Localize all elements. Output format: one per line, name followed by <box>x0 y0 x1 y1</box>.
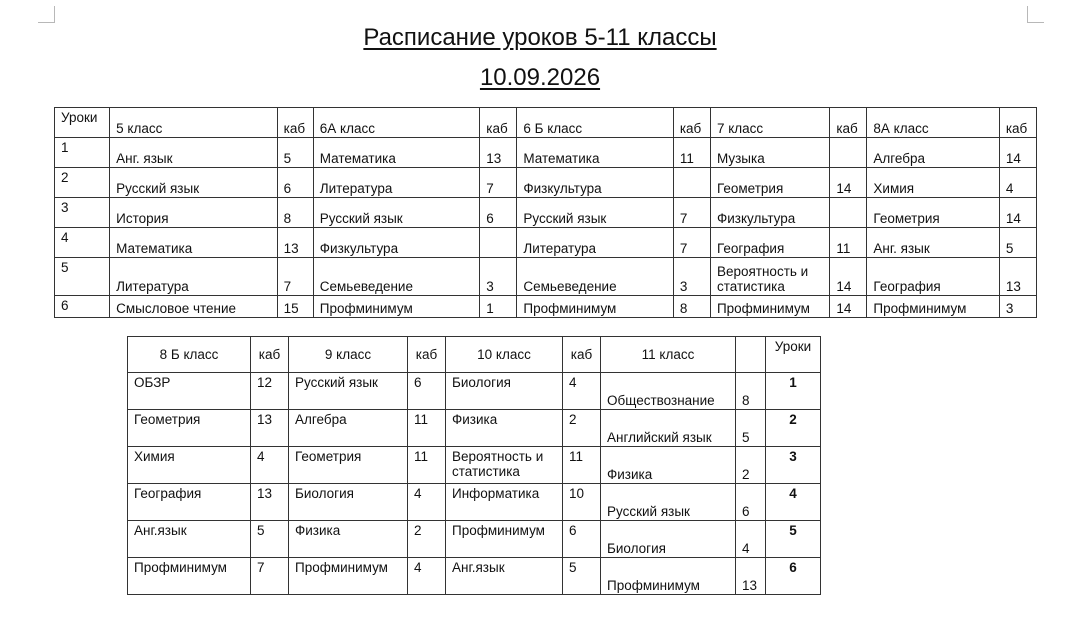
subject-cell: Математика <box>110 228 278 258</box>
subject-cell: География <box>710 228 829 258</box>
column-header: каб <box>408 337 446 373</box>
room-cell: 4 <box>408 484 446 521</box>
column-header: 6А класс <box>313 108 480 138</box>
subject-cell: Русский язык <box>110 168 278 198</box>
room-cell: 15 <box>277 296 313 318</box>
room-cell: 5 <box>563 558 601 595</box>
room-cell: 8 <box>277 198 313 228</box>
subject-cell: Биология <box>446 373 563 410</box>
subject-cell: Русский язык <box>289 373 408 410</box>
room-cell: 11 <box>673 138 710 168</box>
subject-cell: Биология <box>289 484 408 521</box>
table-row <box>128 558 821 595</box>
subject-cell: Профминимум <box>128 558 251 595</box>
subject-cell: Анг.язык <box>128 521 251 558</box>
subject-cell: ОБЗР <box>128 373 251 410</box>
subject-cell: История <box>110 198 278 228</box>
subject-cell: Геометрия <box>128 410 251 447</box>
room-cell: 2 <box>563 410 601 447</box>
subject-cell: Геометрия <box>710 168 829 198</box>
schedule-title: Расписание уроков 5-11 классы <box>363 24 717 51</box>
subject-cell: География <box>867 258 999 296</box>
subject-cell: Анг. язык <box>110 138 278 168</box>
room-cell: 13 <box>277 228 313 258</box>
column-header: Уроки <box>766 337 821 373</box>
room-cell: 11 <box>563 447 601 484</box>
lesson-number: 5 <box>766 521 821 558</box>
subject-cell: Литература <box>313 168 480 198</box>
room-cell: 4 <box>563 373 601 410</box>
column-header: 7 класс <box>710 108 829 138</box>
table-row <box>55 258 1037 296</box>
lesson-number: 2 <box>766 410 821 447</box>
subject-cell: Физика <box>446 410 563 447</box>
room-cell: 11 <box>830 228 867 258</box>
room-cell: 6 <box>277 168 313 198</box>
subject-cell: Химия <box>128 447 251 484</box>
table-header-row <box>55 108 1037 138</box>
subject-cell: Профминимум <box>446 521 563 558</box>
schedule-date: 10.09.2026 <box>479 64 601 91</box>
column-header: каб <box>999 108 1036 138</box>
lesson-number: 4 <box>55 228 110 258</box>
lesson-number: 5 <box>55 258 110 296</box>
room-cell: 7 <box>480 168 517 198</box>
room-cell: 2 <box>736 447 766 484</box>
subject-cell: Физкультура <box>710 198 829 228</box>
subject-cell: Семьеведение <box>313 258 480 296</box>
room-cell: 4 <box>736 521 766 558</box>
room-cell: 6 <box>736 484 766 521</box>
room-cell: 5 <box>736 410 766 447</box>
room-cell: 4 <box>251 447 289 484</box>
room-cell: 8 <box>736 373 766 410</box>
column-header: каб <box>480 108 517 138</box>
room-cell: 7 <box>673 198 710 228</box>
room-cell <box>673 168 710 198</box>
table-row <box>55 168 1037 198</box>
room-cell: 6 <box>563 521 601 558</box>
table-row <box>128 521 821 558</box>
room-cell: 7 <box>673 228 710 258</box>
subject-cell: Литература <box>110 258 278 296</box>
subject-cell: Биология <box>601 521 736 558</box>
subject-cell: Физика <box>289 521 408 558</box>
table-row <box>55 296 1037 318</box>
table-row <box>128 484 821 521</box>
lesson-number: 6 <box>55 296 110 318</box>
column-header: каб <box>563 337 601 373</box>
room-cell: 7 <box>277 258 313 296</box>
room-cell: 14 <box>999 138 1036 168</box>
room-cell: 6 <box>408 373 446 410</box>
subject-cell: Профминимум <box>601 558 736 595</box>
room-cell: 5 <box>277 138 313 168</box>
room-cell: 4 <box>408 558 446 595</box>
room-cell: 10 <box>563 484 601 521</box>
room-cell: 7 <box>251 558 289 595</box>
column-header: каб <box>277 108 313 138</box>
room-cell: 6 <box>480 198 517 228</box>
room-cell: 11 <box>408 447 446 484</box>
room-cell <box>480 228 517 258</box>
table-row <box>128 410 821 447</box>
lesson-number: 4 <box>766 484 821 521</box>
column-header: 8 Б класс <box>128 337 251 373</box>
lesson-number: 1 <box>55 138 110 168</box>
subject-cell: Обществознание <box>601 373 736 410</box>
schedule-table-8b-11 <box>127 336 821 595</box>
subject-cell: Русский язык <box>517 198 673 228</box>
lesson-number: 3 <box>55 198 110 228</box>
subject-cell: Смысловое чтение <box>110 296 278 318</box>
table-row <box>128 373 821 410</box>
subject-cell: Литература <box>517 228 673 258</box>
room-cell: 3 <box>480 258 517 296</box>
subject-cell: Физика <box>601 447 736 484</box>
schedule-table-5-8a <box>54 107 1037 318</box>
subject-cell: Химия <box>867 168 999 198</box>
subject-cell: Анг.язык <box>446 558 563 595</box>
room-cell: 14 <box>999 198 1036 228</box>
subject-cell: Профминимум <box>517 296 673 318</box>
subject-cell: Информатика <box>446 484 563 521</box>
room-cell: 5 <box>999 228 1036 258</box>
subject-cell: Алгебра <box>867 138 999 168</box>
table-row <box>55 228 1037 258</box>
table-header-row <box>128 337 821 373</box>
subject-cell: Музыка <box>710 138 829 168</box>
room-cell: 11 <box>408 410 446 447</box>
column-header: 11 класс <box>601 337 736 373</box>
subject-cell: Геометрия <box>867 198 999 228</box>
subject-cell: Геометрия <box>289 447 408 484</box>
page-corner-mark-right <box>1027 6 1044 23</box>
subject-cell: Русский язык <box>313 198 480 228</box>
table-row <box>55 198 1037 228</box>
subject-cell: Анг. язык <box>867 228 999 258</box>
subject-cell: Физкультура <box>517 168 673 198</box>
table-row <box>55 138 1037 168</box>
subject-cell: Физкультура <box>313 228 480 258</box>
subject-cell: Профминимум <box>710 296 829 318</box>
room-cell: 13 <box>480 138 517 168</box>
page-corner-mark-left <box>38 6 55 23</box>
column-header: каб <box>251 337 289 373</box>
subject-cell: Вероятность и статистика <box>446 447 563 484</box>
column-header: каб <box>673 108 710 138</box>
table-row <box>128 447 821 484</box>
subject-cell: География <box>128 484 251 521</box>
column-header: 5 класс <box>110 108 278 138</box>
room-cell: 1 <box>480 296 517 318</box>
lesson-number: 1 <box>766 373 821 410</box>
subject-cell: Алгебра <box>289 410 408 447</box>
column-header <box>736 337 766 373</box>
column-header: Уроки <box>55 108 110 138</box>
lesson-number: 6 <box>766 558 821 595</box>
room-cell: 13 <box>251 410 289 447</box>
lesson-number: 2 <box>55 168 110 198</box>
column-header: 6 Б класс <box>517 108 673 138</box>
column-header: 8А класс <box>867 108 999 138</box>
subject-cell: Русский язык <box>601 484 736 521</box>
room-cell: 14 <box>830 296 867 318</box>
subject-cell: Профминимум <box>867 296 999 318</box>
lesson-number: 3 <box>766 447 821 484</box>
room-cell: 14 <box>830 168 867 198</box>
subject-cell: Математика <box>313 138 480 168</box>
column-header: каб <box>830 108 867 138</box>
column-header: 9 класс <box>289 337 408 373</box>
column-header: 10 класс <box>446 337 563 373</box>
room-cell: 8 <box>673 296 710 318</box>
subject-cell: Математика <box>517 138 673 168</box>
room-cell: 3 <box>673 258 710 296</box>
room-cell: 4 <box>999 168 1036 198</box>
room-cell <box>830 138 867 168</box>
subject-cell: Английский язык <box>601 410 736 447</box>
subject-cell: Профминимум <box>313 296 480 318</box>
room-cell: 13 <box>736 558 766 595</box>
room-cell: 3 <box>999 296 1036 318</box>
room-cell: 5 <box>251 521 289 558</box>
room-cell <box>830 198 867 228</box>
subject-cell: Вероятность и статистика <box>710 258 829 296</box>
room-cell: 12 <box>251 373 289 410</box>
subject-cell: Профминимум <box>289 558 408 595</box>
room-cell: 2 <box>408 521 446 558</box>
subject-cell: Семьеведение <box>517 258 673 296</box>
room-cell: 13 <box>999 258 1036 296</box>
room-cell: 14 <box>830 258 867 296</box>
room-cell: 13 <box>251 484 289 521</box>
